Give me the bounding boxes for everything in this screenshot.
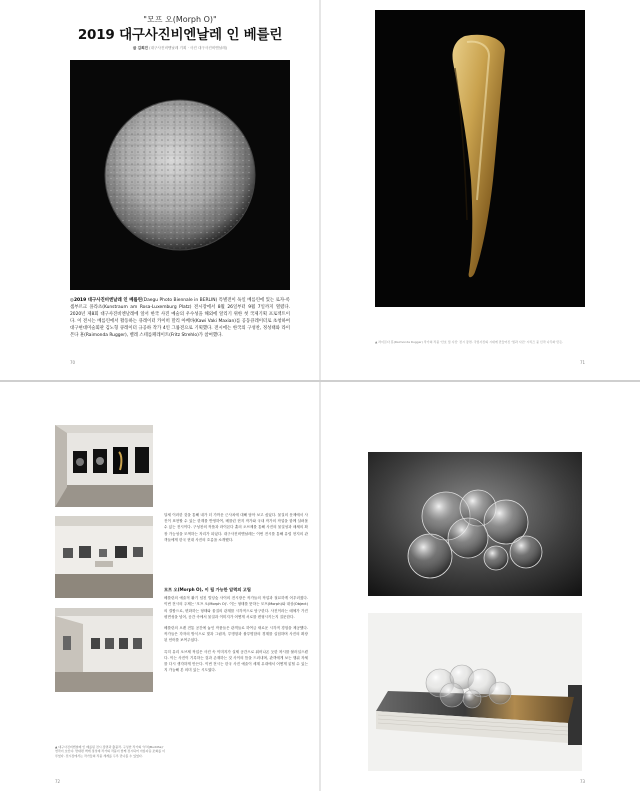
- page-number-left: 72: [55, 779, 61, 784]
- horn-photo-svg: [375, 10, 585, 307]
- body-column-a: [164, 512, 308, 548]
- spine-shadow: [319, 0, 321, 380]
- body-paragraph: 베를린의 오랜 전통 공간에 놓인 작품들은 관객들로 하여금 새로운 시각적 경험을 제공했다. 작가들은 각자의 방식으로 빛과 그림자, 투명함과 불투명함의 경계를 실험하며 사진의 확장된 언어를 보여주었다.: [164, 626, 308, 643]
- article-subtitle: "모프 오(Morph O)": [143, 15, 217, 24]
- body-column-b: [164, 587, 308, 678]
- byline-credit: (대구사진비엔날레 기획 · 사진 대구사진비엔날레): [149, 46, 228, 50]
- spine-shadow: [319, 382, 321, 791]
- gallery-installation-view-1: [55, 425, 153, 507]
- glass-2-svg: [368, 613, 582, 771]
- gallery-installation-view-2: [55, 516, 153, 598]
- intro-body: (Daegu Photo Biennale in BERLIN) 특별전이 독일 베를린에 있는 로자-룩셈부르크 플라츠(Kunstraum am Rosa-Luxemburg Platz) 전시장에서 8월 26일부터 9월 7일까지 열렸다. 2020년 제8회 대구사진비엔날레에 앞서 한국 사진 예술의 우수성을 해외에 알리기 위한 첫 국제기획 프로젝트이다. 이 전시는 베를린에서 활동하는 큐레이터 카이히 말리 아베바(Kawi Vaki Maxian)를 공동큐레이터로 초청하여 대구현대미술회관 김노형 큐레이터 규공하 작가 4인 그룹전으로 기획했다. 전시에는 한국의 구성찬, 정성태와 라이몬다 훈(Raimonda Rugger), 벨레 스테를페레이트(Fritz Strehlo)가 참여했다.: [70, 298, 290, 338]
- magazine-spread-top: [0, 0, 640, 380]
- installation-2-svg: [55, 516, 153, 598]
- article-byline: [70, 46, 290, 51]
- body-paragraph: 특히 유리 오브제 작업은 사진 속 이미지가 실제 공간으로 튀어나온 듯한 착시를 불러일으켰다. 이는 사진이 기록하는 것과 존재하는 것 사이의 틈을 드러내며, 관객에게 보는 행위 자체를 다시 생각하게 만든다. 이번 전시는 한국 사진 예술이 세계 무대에서 어떻게 읽힐 수 있는지 가늠해 본 의미 있는 시도였다.: [164, 649, 308, 673]
- intro-lead: ◎2019 대구사진비엔날레 인 베를린: [70, 298, 142, 303]
- section-heading: 모프 오(Morph O), 이 될 가능한 압력의 고립: [164, 587, 251, 592]
- byline-author: 글 김희진: [132, 46, 149, 50]
- glass-bubbles-on-book: [368, 613, 582, 771]
- article-intro: [70, 297, 290, 339]
- article-title: 2019 대구사진비엔날레 인 베를린: [77, 27, 283, 43]
- moon-photograph: [70, 60, 290, 290]
- gallery-installation-view-3: [55, 608, 153, 692]
- installation-1-svg: [55, 425, 153, 507]
- body-paragraph: 베를린의 예술적 활기 넘친 빌딩숲 사이의 전시장은 작가들의 작업과 절묘하게 어우러졌다. 이번 전시의 주제는 '모프 오(Morph O)'. 이는 형태를 뜻하는 모프(Morph)와 대상(Object)의 결합으로, 변화하는 형태와 물질의 관계를 시각적으로 탐구한다. 사진이라는 매체가 가진 평면성을 넘어, 공간 속에서 물질과 이미지가 어떻게 서로를 변형시키는지 질문한다.: [164, 596, 308, 619]
- page-number-right: 73: [580, 779, 586, 784]
- magazine-spread-bottom: [0, 382, 640, 791]
- body-paragraph: 달세 이러한 것을 통해 내가 더 가까운 근사치에 대해 담아 보고 싶었다. 물질의 문제에서 사진이 표현할 수 있는 한계를 반영하여, 베를린 현지 작가와 국내 작가의 작업을 함께 살펴볼 수 있는 전시이다. 구성찬의 작품과 라이몬다 훈의 오브제를 통해 사진의 물질성과 매체의 확장 가능성을 모색하는 자리가 되었다. 대구사진비엔날레는 이번 전시를 통해 유럽 현지의 관객들에게 한국 현대 사진의 흐름을 소개했다.: [164, 513, 308, 542]
- installation-caption: ▲ 대구사진비엔날레 인 베를린 전시 장면과 출품작. 구성찬 작가의 '부처(Buddha)' 연작이 보인다. 반대편 벽에 정성태 작가의 작품이 함께 전시되어 아름다운 조화를 이루었다. 전시장에서는 작가들의 작품 세계를 두루 만나볼 수 있었다.: [55, 745, 165, 758]
- golden-horn-photograph: [375, 10, 585, 307]
- glass-1-svg: [368, 452, 582, 596]
- installation-3-svg: [55, 608, 153, 692]
- glass-bubbles-photograph: [368, 452, 582, 596]
- page-number-right: 71: [580, 360, 586, 365]
- moon-photo-svg: [70, 60, 290, 290]
- page-number-left: 70: [70, 360, 76, 365]
- horn-caption: ▲ 라이몬다 훈(Raimonda Rugger) 작가의 작품 '산호 및 사진' 전시 장면. 국립사진의 시대에 만들어진 '빛과 사진' 시리즈 중 신작 나무와 만든.: [375, 340, 564, 344]
